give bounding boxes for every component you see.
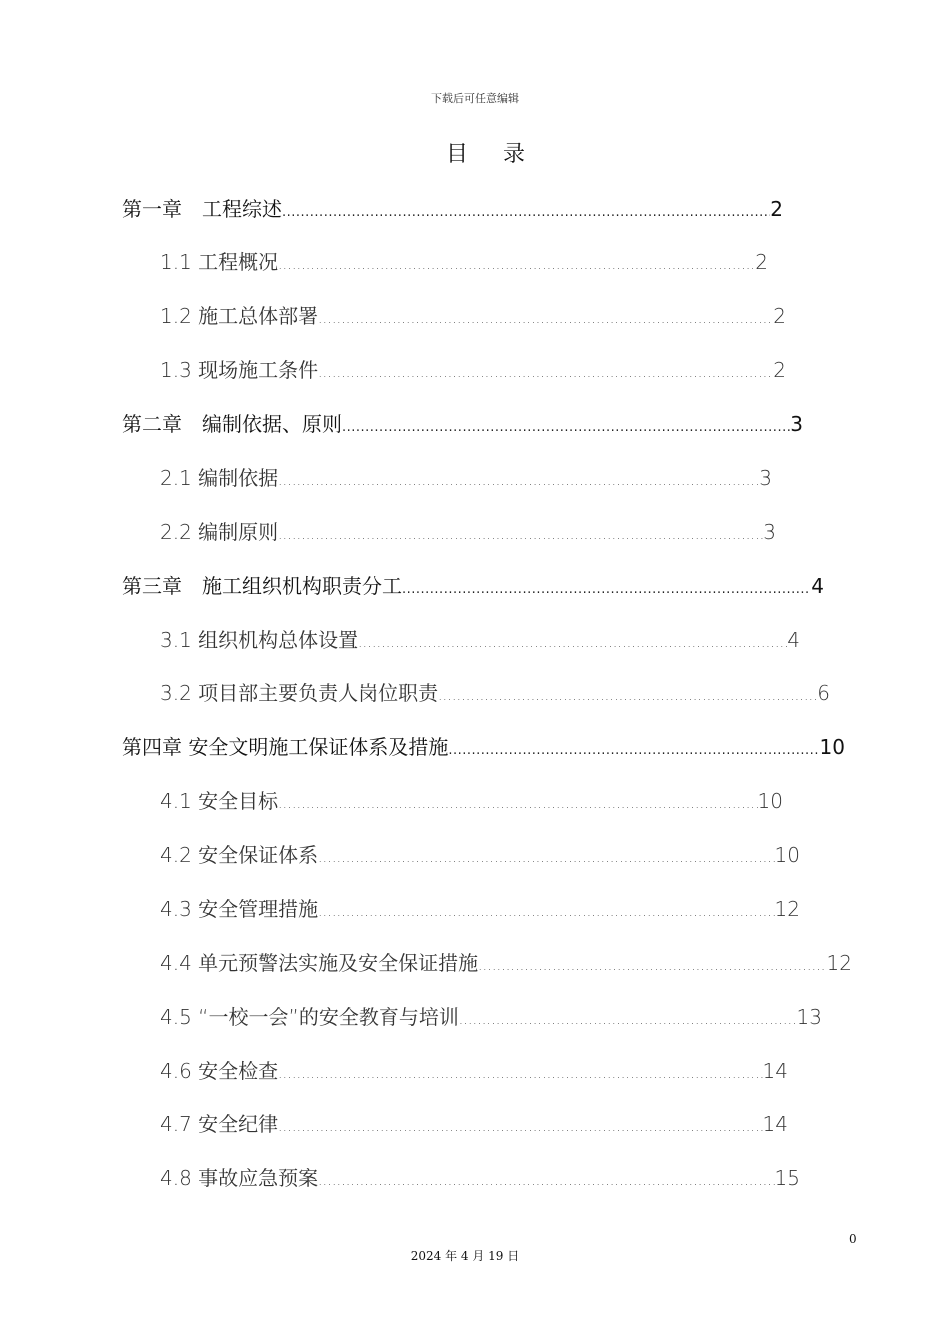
footer-date: 2024 年 4 月 19 日 (410, 1249, 520, 1263)
toc-entry-chapter-1[interactable] (122, 193, 783, 223)
toc-entry-section-4-4[interactable] (160, 947, 852, 977)
toc-entry-page: 2 (773, 304, 786, 328)
header-note: 下载后可任意编辑 (431, 92, 519, 105)
toc-entry-section-3-1[interactable] (160, 624, 800, 654)
toc-entry-label: 第二章 编制依据、原则 (122, 412, 342, 436)
toc-entry-section-2-2[interactable] (160, 516, 776, 546)
toc-entry-page: 2 (770, 197, 783, 221)
toc-entry-section-1-2[interactable] (160, 300, 786, 330)
toc-entry-section-2-1[interactable] (160, 462, 772, 492)
toc-entry-page: 6 (817, 681, 830, 705)
toc-entry-section-3-2[interactable] (160, 677, 830, 707)
toc-entry-page: 2 (755, 250, 768, 274)
toc-entry-label: 1.2 施工总体部署 (160, 304, 319, 328)
toc-entry-section-4-3[interactable] (160, 893, 800, 923)
toc-entry-label: 4.3 安全管理措施 (160, 897, 319, 921)
toc-entry-chapter-4[interactable] (122, 731, 845, 761)
toc-leader-dots (358, 628, 787, 652)
toc-entry-label: 第三章 施工组织机构职责分工 (122, 574, 402, 598)
toc-entry-label: 4.5 “一校一会”的安全教育与培训 (160, 1005, 459, 1029)
toc-leader-dots (448, 735, 819, 759)
toc-entry-label: 2.1 编制依据 (160, 466, 279, 490)
toc-entry-section-4-5[interactable] (160, 1001, 822, 1031)
page-number: 0 (849, 1232, 857, 1246)
toc-entry-section-4-8[interactable] (160, 1162, 800, 1192)
toc-entry-page: 12 (774, 897, 800, 921)
toc-entry-section-4-7[interactable] (160, 1108, 788, 1138)
toc-leader-dots (318, 304, 773, 328)
toc-entry-label: 4.6 安全检查 (160, 1059, 279, 1083)
toc-leader-dots (278, 466, 759, 490)
toc-leader-dots (282, 197, 770, 221)
toc-entry-chapter-2[interactable] (122, 408, 803, 438)
toc-entry-page: 12 (826, 951, 852, 975)
toc-leader-dots (318, 1166, 774, 1190)
toc-leader-dots (318, 358, 773, 382)
toc-entry-page: 3 (763, 520, 776, 544)
toc-entry-section-4-1[interactable] (160, 785, 783, 815)
toc-entry-label: 第四章 安全文明施工保证体系及措施 (122, 735, 449, 759)
toc-entry-page: 4 (811, 574, 824, 598)
toc-entry-section-1-3[interactable] (160, 354, 786, 384)
toc-entry-label: 3.1 组织机构总体设置 (160, 628, 359, 652)
toc-entry-label: 1.3 现场施工条件 (160, 358, 319, 382)
toc-entry-label: 4.2 安全保证体系 (160, 843, 319, 867)
toc-leader-dots (318, 897, 774, 921)
toc-entry-page: 14 (762, 1112, 788, 1136)
toc-entry-page: 14 (762, 1059, 788, 1083)
toc-entry-section-4-2[interactable] (160, 839, 800, 869)
toc-entry-chapter-3[interactable] (122, 570, 824, 600)
toc-entry-label: 1.1 工程概况 (160, 250, 279, 274)
toc-leader-dots (318, 843, 774, 867)
toc-leader-dots (278, 789, 757, 813)
toc-leader-dots (278, 1059, 762, 1083)
toc-entry-page: 13 (796, 1005, 822, 1029)
toc-entry-page: 10 (819, 735, 845, 759)
toc-entry-page: 3 (759, 466, 772, 490)
toc-title: 目 录 (446, 142, 539, 167)
toc-entry-page: 10 (774, 843, 800, 867)
toc-entry-section-1-1[interactable] (160, 246, 768, 276)
toc-entry-label: 4.8 事故应急预案 (160, 1166, 319, 1190)
toc-leader-dots (459, 1005, 797, 1029)
toc-entry-page: 4 (787, 628, 800, 652)
toc-entry-section-4-6[interactable] (160, 1055, 788, 1085)
toc-entry-label: 4.7 安全纪律 (160, 1112, 279, 1136)
toc-entry-page: 15 (774, 1166, 800, 1190)
toc-leader-dots (438, 681, 817, 705)
toc-entry-label: 4.4 单元预警法实施及安全保证措施 (160, 951, 479, 975)
toc-entry-label: 第一章 工程综述 (122, 197, 282, 221)
toc-entry-label: 3.2 项目部主要负责人岗位职责 (160, 681, 439, 705)
toc-leader-dots (278, 250, 755, 274)
toc-entry-page: 10 (757, 789, 783, 813)
toc-leader-dots (478, 951, 826, 975)
toc-leader-dots (278, 1112, 762, 1136)
toc-leader-dots (402, 574, 811, 598)
toc-entry-label: 4.1 安全目标 (160, 789, 279, 813)
toc-entry-page: 2 (773, 358, 786, 382)
toc-leader-dots (342, 412, 790, 436)
toc-entry-label: 2.2 编制原则 (160, 520, 279, 544)
toc-leader-dots (278, 520, 763, 544)
toc-entry-page: 3 (790, 412, 803, 436)
